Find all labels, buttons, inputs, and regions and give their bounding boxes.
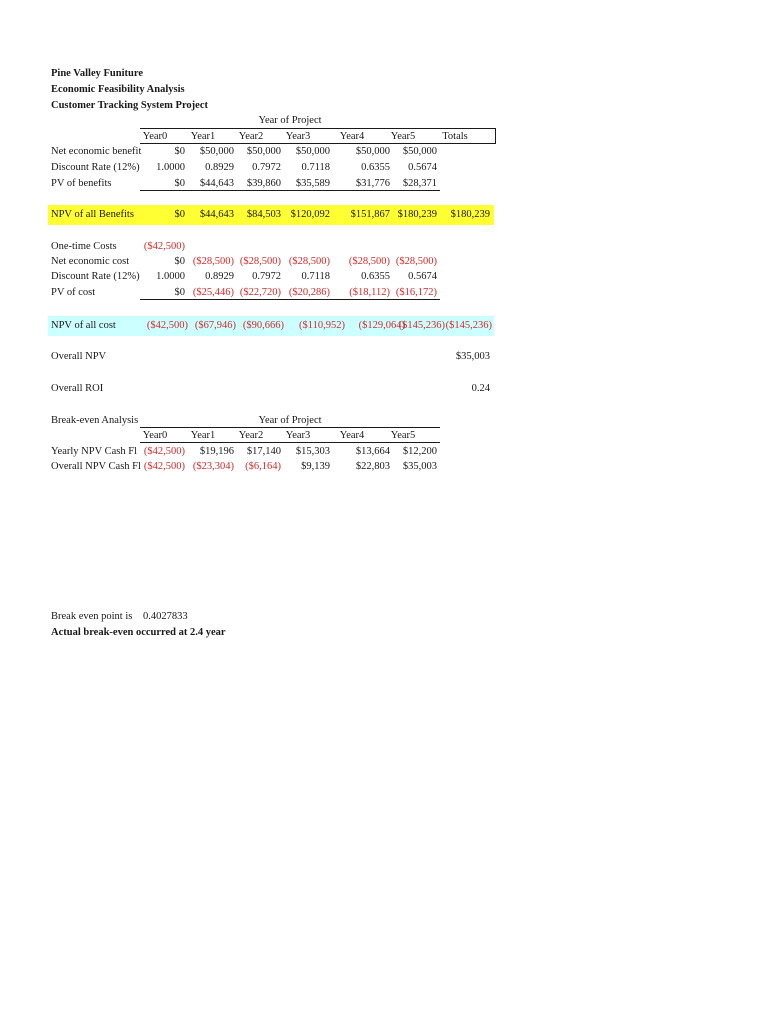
column-header: Totals [442, 131, 468, 142]
one-time-costs-label: One-time Costs [51, 241, 117, 252]
overall-roi-value: 0.24 [471, 383, 490, 394]
column-header: Year2 [238, 131, 264, 142]
table-cell: ($23,304) [192, 461, 234, 472]
table-cell: ($28,500) [192, 256, 234, 267]
table-cell: ($20,286) [288, 287, 330, 298]
row-label: PV of benefits [51, 178, 112, 189]
column-header: Year0 [142, 131, 168, 142]
npv-benefit-cell: $180,239 [397, 209, 437, 220]
table-cell: $50,000 [355, 146, 390, 157]
table-cell: $9,139 [301, 461, 330, 472]
breakeven-year-of-project: Year of Project [258, 415, 322, 426]
npv-benefit-cell: $44,643 [199, 209, 234, 220]
table-cell: ($28,500) [348, 256, 390, 267]
table-cell: 0.7972 [252, 271, 281, 282]
table-cell: 0.7118 [301, 162, 330, 173]
table-cell: 0.7972 [252, 162, 281, 173]
npv-cost-cell: ($67,946) [194, 320, 236, 331]
table-cell: 1.0000 [156, 271, 185, 282]
row-label: Discount Rate (12%) [51, 271, 140, 282]
npv-cost-cell: ($90,666) [242, 320, 284, 331]
column-header: Year4 [339, 131, 365, 142]
table-cell: $0 [174, 256, 185, 267]
npv-benefit-cell: $151,867 [350, 209, 390, 220]
table-cell: 0.6355 [361, 271, 390, 282]
row-label: Net economic cost [51, 256, 130, 267]
table-cell: $22,803 [355, 461, 390, 472]
row-label: Discount Rate (12%) [51, 162, 140, 173]
table-cell: $31,776 [355, 178, 390, 189]
benefits-bottom-rule [140, 190, 440, 191]
table-cell: 0.8929 [205, 162, 234, 173]
table-cell: ($42,500) [143, 446, 185, 457]
analysis-title: Economic Feasibility Analysis [51, 84, 185, 95]
table-cell: ($22,720) [239, 287, 281, 298]
npv-benefits-label: NPV of all Benefits [51, 209, 134, 220]
table-cell: $19,196 [199, 446, 234, 457]
overall-roi-label: Overall ROI [51, 383, 104, 394]
row-label: Yearly NPV Cash Fl [51, 446, 137, 457]
project-title: Customer Tracking System Project [51, 100, 208, 111]
npv-benefit-cell: $0 [174, 209, 185, 220]
table-cell: $39,860 [246, 178, 281, 189]
table-cell: 0.5674 [408, 271, 437, 282]
table-cell: 0.5674 [408, 162, 437, 173]
column-divider [140, 143, 496, 144]
table-cell: $35,003 [402, 461, 437, 472]
npv-cost-cell: ($129,064) [358, 320, 405, 331]
npv-benefit-cell: $180,239 [450, 209, 490, 220]
table-cell: ($18,112) [349, 287, 390, 298]
table-cell: $50,000 [246, 146, 281, 157]
table-cell: $0 [174, 287, 185, 298]
npv-cost-cell: ($145,236) [445, 320, 492, 331]
breakeven-title: Break-even Analysis [51, 415, 139, 426]
row-label: Overall NPV Cash Fl [51, 461, 141, 472]
npv-cost-cell: ($42,500) [146, 320, 188, 331]
table-cell: 0.8929 [205, 271, 234, 282]
column-header: Year1 [190, 131, 216, 142]
breakeven-column-header: Year5 [390, 430, 416, 441]
breakeven-column-header: Year3 [285, 430, 311, 441]
actual-breakeven-text: Actual break-even occurred at 2.4 year [51, 627, 226, 638]
table-cell: $17,140 [246, 446, 281, 457]
npv-benefit-cell: $84,503 [246, 209, 281, 220]
header-divider [140, 128, 496, 129]
table-cell: ($16,172) [395, 287, 437, 298]
table-cell: 0.6355 [361, 162, 390, 173]
table-cell: ($28,500) [239, 256, 281, 267]
table-cell: $35,589 [295, 178, 330, 189]
npv-cost-cell: ($145,236) [398, 320, 445, 331]
breakeven-column-divider [140, 442, 440, 443]
table-cell: 1.0000 [156, 162, 185, 173]
table-cell: ($6,164) [245, 461, 281, 472]
breakeven-column-header: Year1 [190, 430, 216, 441]
row-label: Net economic benefit [51, 146, 142, 157]
breakeven-header-divider [140, 427, 440, 428]
table-cell: ($28,500) [288, 256, 330, 267]
overall-npv-value: $35,003 [455, 351, 490, 362]
breakeven-column-header: Year2 [238, 430, 264, 441]
table-cell: $12,200 [402, 446, 437, 457]
costs-bottom-rule [140, 299, 440, 300]
year-of-project-label: Year of Project [258, 115, 322, 126]
table-cell: $28,371 [402, 178, 437, 189]
breakeven-point-label: Break even point is [51, 611, 133, 622]
table-cell: $44,643 [199, 178, 234, 189]
npv-benefit-cell: $120,092 [290, 209, 330, 220]
npv-cost-cell: ($110,952) [299, 320, 345, 331]
npv-cost-label: NPV of all cost [51, 320, 116, 331]
table-cell: ($42,500) [143, 461, 185, 472]
breakeven-column-header: Year4 [339, 430, 365, 441]
one-time-costs-value: ($42,500) [143, 241, 185, 252]
table-cell: $13,664 [355, 446, 390, 457]
column-header: Year5 [390, 131, 416, 142]
breakeven-point-value: 0.4027833 [143, 611, 188, 622]
table-cell: $50,000 [402, 146, 437, 157]
breakeven-column-header: Year0 [142, 430, 168, 441]
overall-npv-label: Overall NPV [51, 351, 107, 362]
table-cell: 0.7118 [301, 271, 330, 282]
company-title: Pine Valley Funiture [51, 68, 143, 79]
table-cell: ($28,500) [395, 256, 437, 267]
table-cell: ($25,446) [192, 287, 234, 298]
table-cell: $50,000 [199, 146, 234, 157]
totals-divider [495, 129, 496, 143]
table-cell: $50,000 [295, 146, 330, 157]
column-header: Year3 [285, 131, 311, 142]
row-label: PV of cost [51, 287, 96, 298]
table-cell: $0 [174, 178, 185, 189]
table-cell: $0 [174, 146, 185, 157]
table-cell: $15,303 [295, 446, 330, 457]
